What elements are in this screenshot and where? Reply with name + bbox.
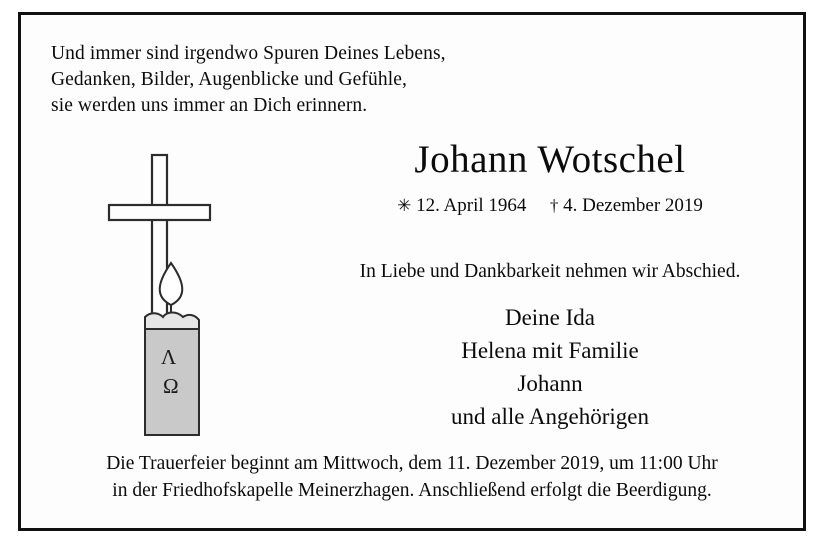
deceased-name: Johann Wotschel (414, 138, 686, 181)
main-text-block (319, 137, 781, 433)
middle-section (51, 137, 773, 447)
death-symbol: † (549, 196, 559, 215)
mourner-3: Johann (517, 371, 583, 396)
verse-line-1: Und immer sind irgendwo Spuren Deines Lebens, (51, 43, 446, 64)
life-dates (319, 195, 781, 217)
cross-and-candle-illustration (93, 145, 303, 445)
birth-symbol: ✳ (397, 196, 412, 215)
funeral-notice (51, 450, 773, 504)
verse-line-2: Gedanken, Bilder, Augenblicke und Gefühle, (51, 69, 407, 90)
death-date: 4. Dezember 2019 (563, 195, 703, 216)
mourners-list (319, 301, 781, 433)
card-inner (21, 15, 803, 528)
obituary-card (18, 12, 806, 531)
verse-line-3: sie werden uns immer an Dich erinnern. (51, 95, 368, 116)
memorial-verse (51, 41, 773, 119)
farewell-line: In Liebe und Dankbarkeit nehmen wir Abschied. (359, 261, 741, 282)
mourner-4: und alle Angehörigen (450, 404, 649, 429)
notice-line-2: in der Friedhofskapelle Meinerzhagen. Anschließend erfolgt die Beerdigung. (112, 480, 712, 501)
omega-symbol: Ω (163, 374, 179, 398)
notice-line-1: Die Trauerfeier beginnt am Mittwoch, dem 11. Dezember 2019, um 11:00 Uhr (106, 453, 718, 474)
alpha-symbol: Λ (161, 345, 177, 369)
mourner-2: Helena mit Familie (461, 338, 639, 363)
birth-date: 12. April 1964 (416, 195, 527, 216)
mourner-1: Deine Ida (504, 305, 596, 330)
